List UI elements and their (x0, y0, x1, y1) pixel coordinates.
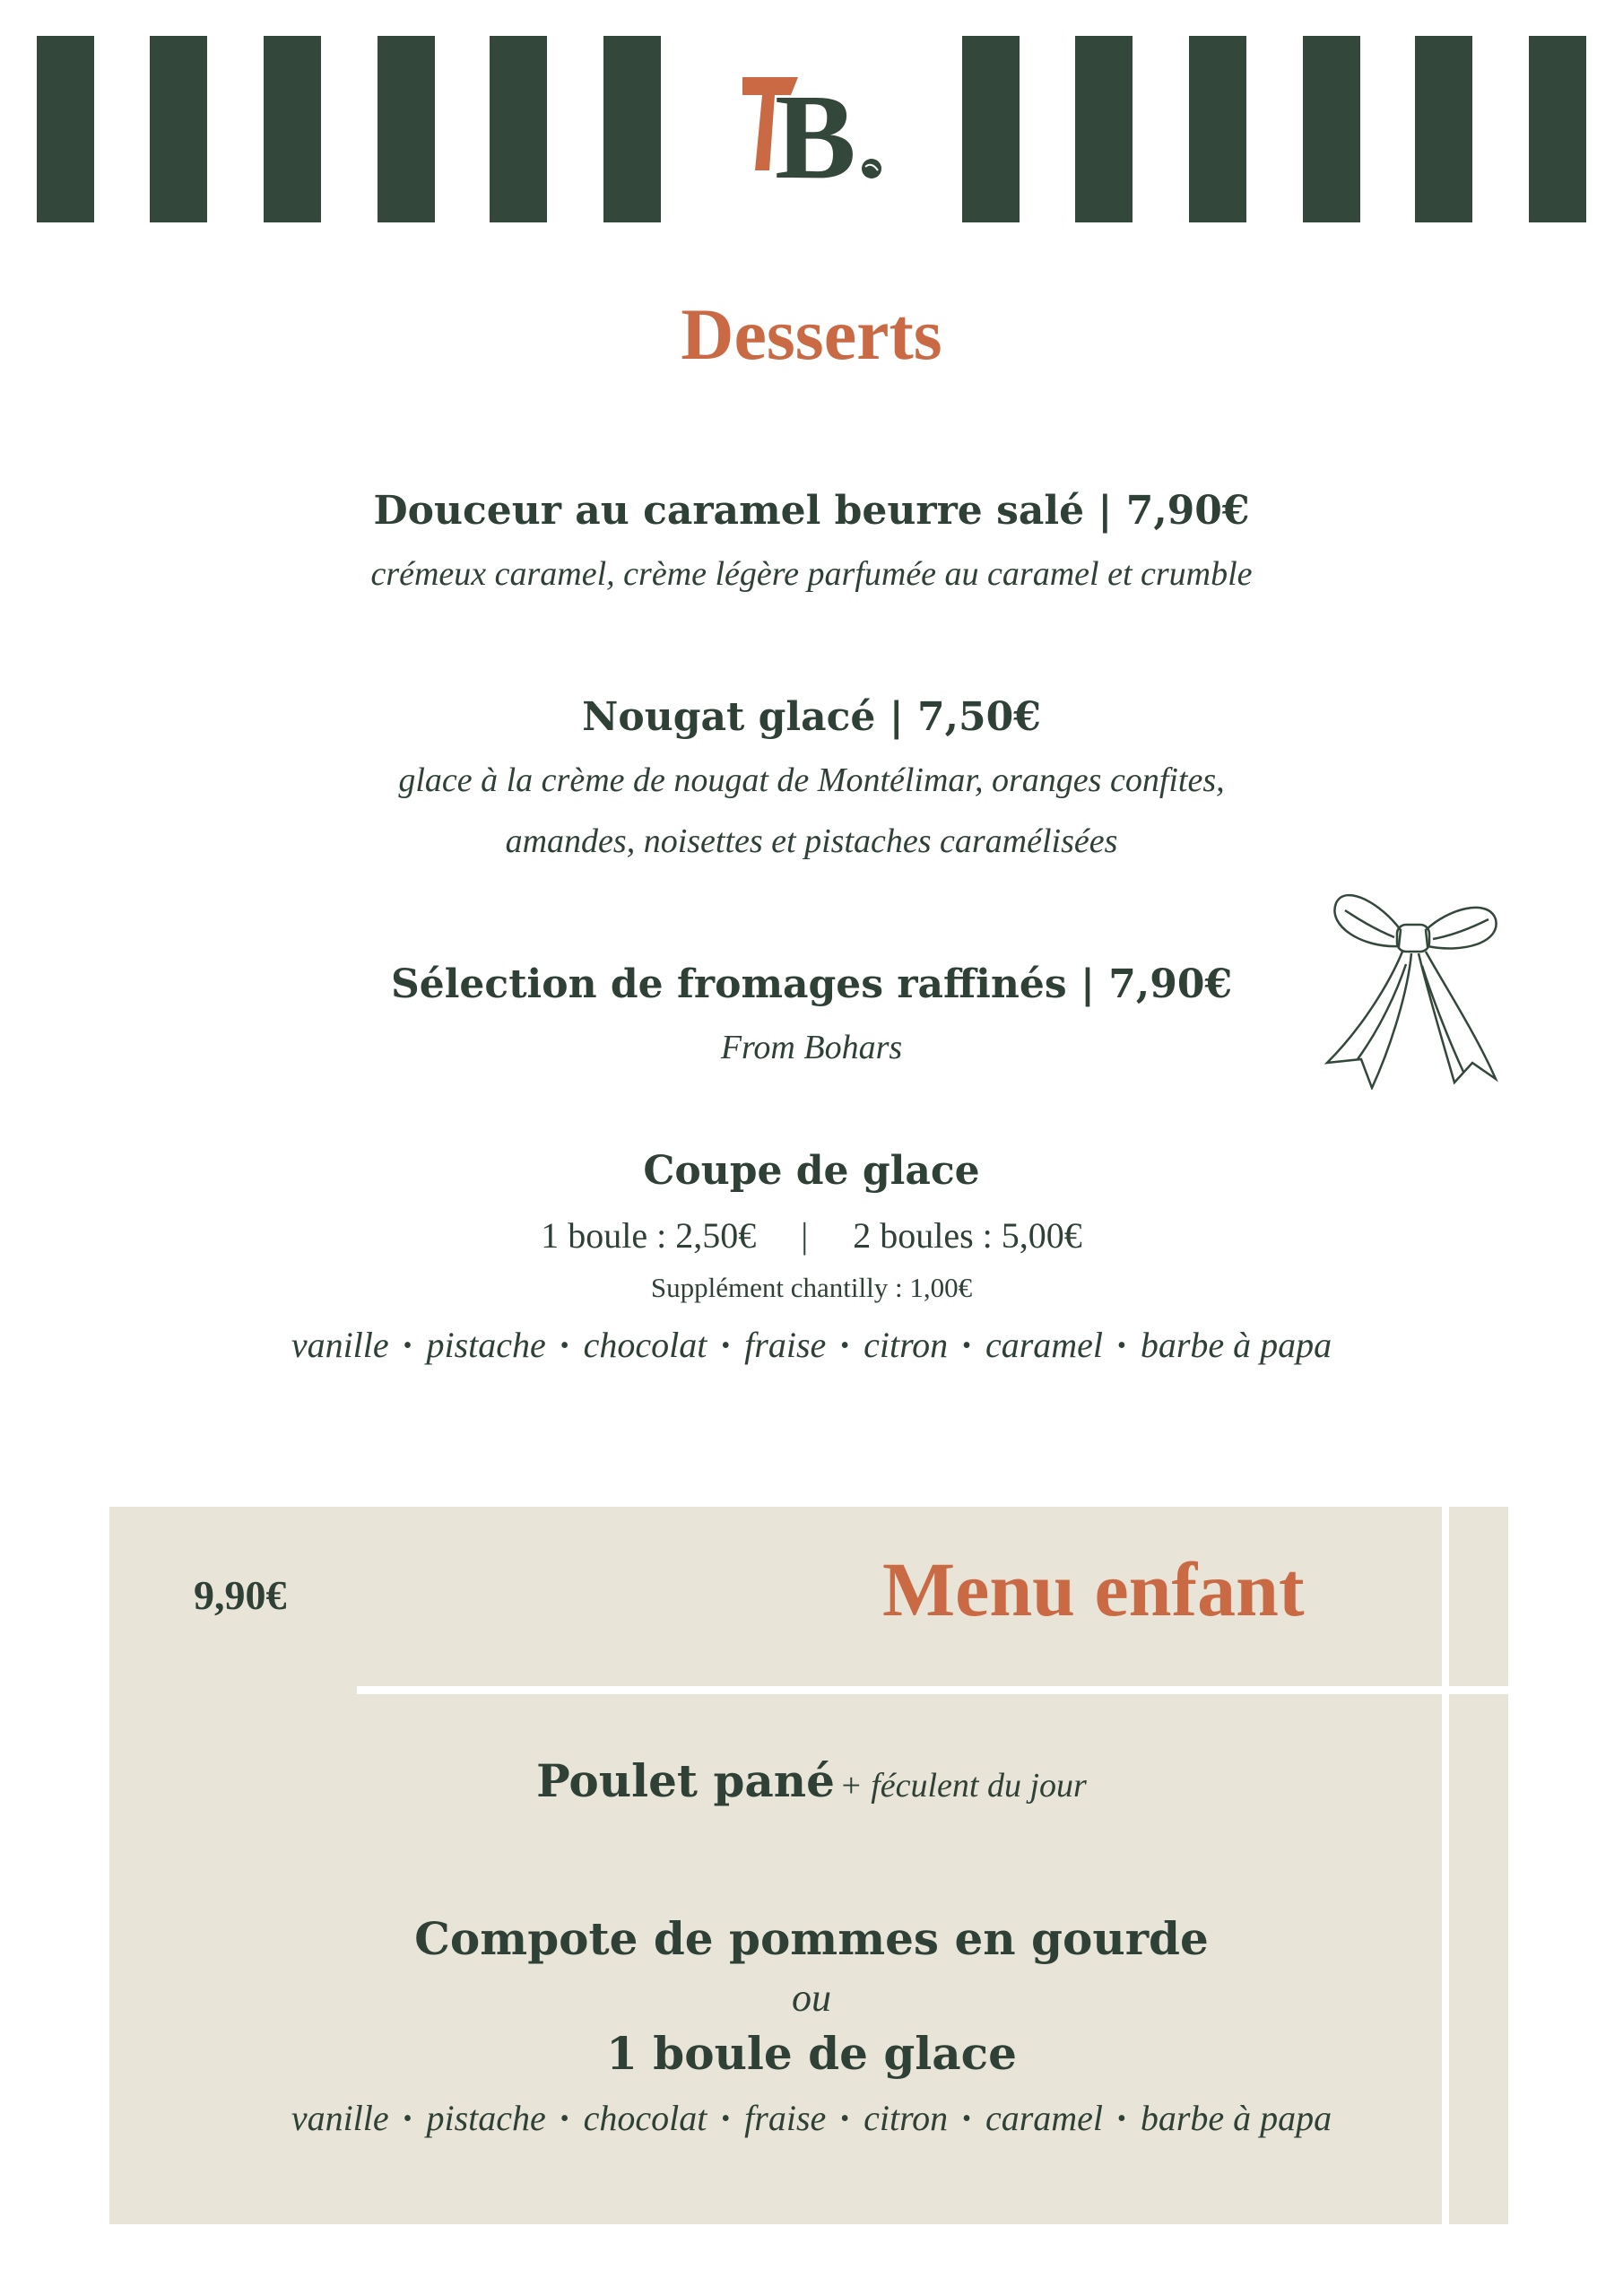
flavor: fraise (744, 2098, 827, 2138)
flavor: pistache (426, 1325, 546, 1365)
stripe (1189, 36, 1246, 222)
stripe (962, 36, 1020, 222)
dessert-item-desc: From Bohars (720, 1029, 903, 1066)
kids-main-side: + féculent du jour (839, 1767, 1087, 1805)
desserts-title: Desserts (681, 293, 942, 375)
stripe (1415, 36, 1472, 222)
kids-dessert-or: ou (792, 1976, 831, 2020)
stripe (37, 36, 94, 222)
chantilly-supplement: Supplément chantilly : 1,00€ (650, 1272, 973, 1303)
flavor: chocolat (583, 1325, 707, 1365)
flavor: barbe à papa (1140, 1325, 1332, 1365)
kids-menu-price: 9,90€ (194, 1572, 287, 1618)
stripe (378, 36, 435, 222)
flavor: vanille (291, 1325, 389, 1365)
kids-main-course (0, 1754, 1623, 1807)
flavor: citron (864, 2098, 949, 2138)
panel-divider-horizontal (357, 1686, 1508, 1694)
stripe (264, 36, 321, 222)
logo-letter: B (775, 72, 856, 188)
stripe (603, 36, 661, 222)
stripe (150, 36, 207, 222)
bow-illustration (1318, 883, 1515, 1090)
stripe (1075, 36, 1133, 222)
stripe (490, 36, 547, 222)
flavor: barbe à papa (1140, 2098, 1332, 2138)
dessert-item-desc: crémeux caramel, crème légère parfumée au caramel et crumble (370, 555, 1253, 593)
logo-dot (862, 159, 881, 178)
stripe (1529, 36, 1586, 222)
flavor: chocolat (583, 2098, 707, 2138)
flavor: caramel (985, 2098, 1104, 2138)
ice-flavors-list: vanille • pistache • chocolat • fraise • citron • caramel • barbe à papa (291, 1325, 1332, 1365)
kids-dessert-option-b: 1 boule de glace (606, 2027, 1017, 2080)
kids-menu-title: Menu enfant (882, 1546, 1305, 1632)
flavor: vanille (291, 2098, 389, 2138)
dessert-item-name: Sélection de fromages raffinés | 7,90€ (390, 961, 1233, 1007)
dessert-item-desc: amandes, noisettes et pistaches caramélisées (505, 822, 1118, 860)
brand-logo (737, 72, 898, 188)
stripe (1303, 36, 1360, 222)
flavor: pistache (426, 2098, 546, 2138)
kids-flavors-list: vanille • pistache • chocolat • fraise • citron • caramel • barbe à papa (291, 2098, 1332, 2138)
flavor: caramel (985, 1325, 1104, 1365)
kids-dessert-option-a: Compote de pommes en gourde (414, 1912, 1209, 1965)
dessert-item-name: Nougat glacé | 7,50€ (582, 694, 1041, 740)
ice-cream-prices: 1 boule : 2,50€ | 2 boules : 5,00€ (541, 1215, 1082, 1256)
ice-cream-title: Coupe de glace (643, 1148, 980, 1194)
kids-main-name: Poulet pané (536, 1754, 835, 1807)
flavor: citron (864, 1325, 949, 1365)
dessert-item-desc: glace à la crème de nougat de Montélimar, oranges confites, (398, 761, 1225, 799)
flavor: fraise (744, 1325, 827, 1365)
dessert-item-name: Douceur au caramel beurre salé | 7,90€ (373, 488, 1250, 534)
